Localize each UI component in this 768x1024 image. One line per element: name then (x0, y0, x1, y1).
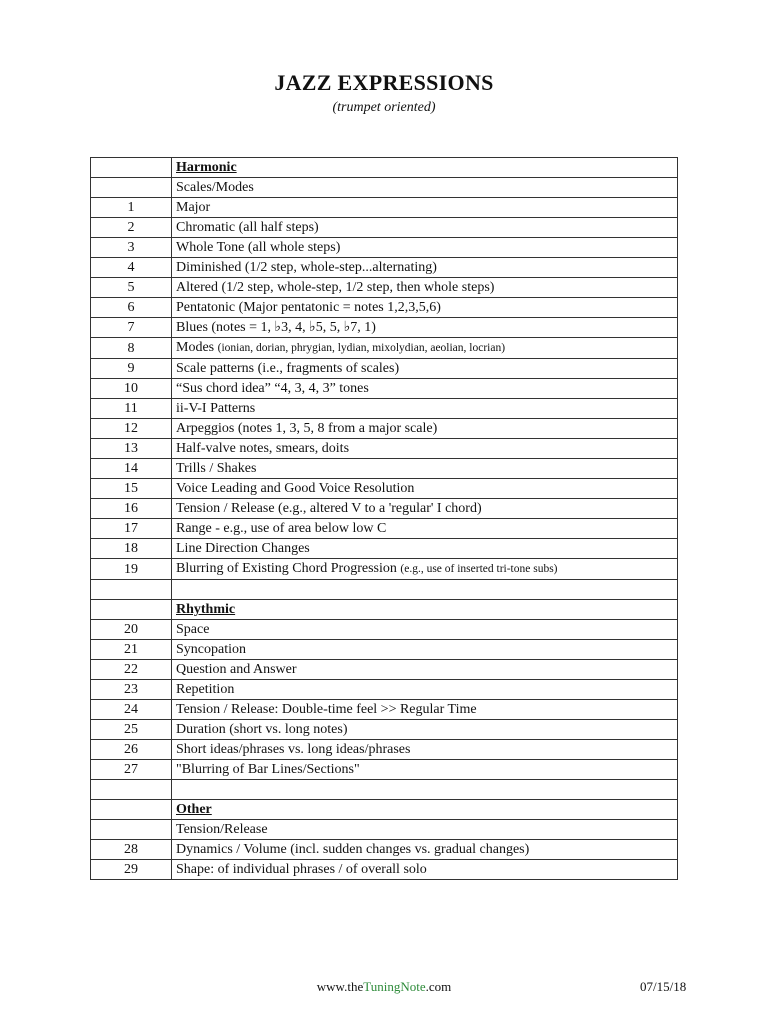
table-row (91, 278, 678, 298)
table-row (91, 700, 678, 720)
row-description (172, 860, 678, 880)
table-row (91, 459, 678, 479)
row-number: 6 (91, 298, 172, 318)
table-row (91, 439, 678, 459)
row-description (172, 298, 678, 318)
row-text: Pentatonic (Major pentatonic = notes 1,2,3,5,6) (176, 300, 441, 315)
row-number (91, 820, 172, 840)
row-number: 17 (91, 519, 172, 539)
row-text: Shape: of individual phrases / of overall solo (176, 862, 427, 877)
table-row (91, 359, 678, 379)
table-row (91, 640, 678, 660)
row-description (172, 278, 678, 298)
row-description (172, 700, 678, 720)
row-number: 20 (91, 620, 172, 640)
table-row (91, 479, 678, 499)
row-description (172, 359, 678, 379)
table-row (91, 740, 678, 760)
table-row (91, 580, 678, 600)
row-text: Rhythmic (176, 602, 236, 617)
table-row (91, 860, 678, 880)
row-description (172, 198, 678, 218)
row-text: Tension / Release: Double-time feel >> Regular Time (176, 702, 477, 717)
row-number: 18 (91, 539, 172, 559)
row-number: 21 (91, 640, 172, 660)
table-row (91, 539, 678, 559)
table-row (91, 840, 678, 860)
section-heading (172, 158, 678, 178)
row-description (172, 399, 678, 419)
row-text: Short ideas/phrases vs. long ideas/phrases (176, 742, 411, 757)
table-row (91, 499, 678, 519)
page-title: JAZZ EXPRESSIONS (274, 70, 494, 95)
row-text: ii-V-I Patterns (176, 401, 256, 416)
row-number: 24 (91, 700, 172, 720)
row-number: 25 (91, 720, 172, 740)
row-description (172, 740, 678, 760)
row-text: Trills / Shakes (176, 461, 257, 476)
row-text: Dynamics / Volume (incl. sudden changes vs. gradual changes) (176, 842, 530, 857)
row-description (172, 580, 678, 600)
row-number: 10 (91, 379, 172, 399)
footer-url-suffix: .com (425, 979, 452, 994)
row-text: Scales/Modes (176, 180, 254, 195)
row-text: Space (176, 622, 210, 637)
row-description (172, 720, 678, 740)
table-row (91, 820, 678, 840)
row-number: 4 (91, 258, 172, 278)
row-description (172, 559, 678, 580)
row-text: Arpeggios (notes 1, 3, 5, 8 from a major scale) (176, 421, 438, 436)
row-number (91, 158, 172, 178)
row-number (91, 178, 172, 198)
row-number: 23 (91, 680, 172, 700)
row-text: Modes (176, 340, 218, 355)
table-row (91, 680, 678, 700)
table-row (91, 218, 678, 238)
row-description (172, 439, 678, 459)
row-description (172, 318, 678, 338)
row-description (172, 640, 678, 660)
row-description (172, 760, 678, 780)
row-number: 15 (91, 479, 172, 499)
table-row (91, 238, 678, 258)
row-note: (ionian, dorian, phrygian, lydian, mixolydian, aeolian, locrian) (217, 342, 506, 354)
table-row (91, 419, 678, 439)
row-number: 14 (91, 459, 172, 479)
row-description (172, 820, 678, 840)
section-heading (172, 800, 678, 820)
row-number: 8 (91, 338, 172, 359)
row-text: Other (176, 802, 212, 817)
row-text: Duration (short vs. long notes) (176, 722, 348, 737)
row-description (172, 620, 678, 640)
table-row (91, 800, 678, 820)
row-text: Blurring of Existing Chord Progression (176, 561, 401, 576)
table-row (91, 318, 678, 338)
row-number: 7 (91, 318, 172, 338)
row-description (172, 258, 678, 278)
row-number: 13 (91, 439, 172, 459)
table-row (91, 660, 678, 680)
row-number: 19 (91, 559, 172, 580)
row-description (172, 459, 678, 479)
table-row (91, 158, 678, 178)
row-description (172, 238, 678, 258)
footer-url-prefix: www.the (316, 979, 364, 994)
row-text: Harmonic (176, 160, 237, 175)
row-text: Range - e.g., use of area below low C (176, 521, 387, 536)
row-number: 12 (91, 419, 172, 439)
table-row (91, 379, 678, 399)
row-description (172, 660, 678, 680)
row-number (91, 780, 172, 800)
row-text: Chromatic (all half steps) (176, 220, 319, 235)
row-text: “Sus chord idea” “4, 3, 4, 3” tones (176, 381, 369, 396)
row-number: 26 (91, 740, 172, 760)
table-row (91, 178, 678, 198)
row-number: 9 (91, 359, 172, 379)
row-number: 11 (91, 399, 172, 419)
row-note: (e.g., use of inserted tri-tone subs) (400, 563, 558, 575)
row-text: Voice Leading and Good Voice Resolution (176, 481, 415, 496)
row-description (172, 840, 678, 860)
row-description (172, 338, 678, 359)
row-description (172, 379, 678, 399)
row-text: Repetition (176, 682, 235, 697)
table-row (91, 338, 678, 359)
table-row (91, 780, 678, 800)
row-description (172, 539, 678, 559)
row-text: Syncopation (176, 642, 246, 657)
table-body (91, 158, 678, 880)
row-number (91, 580, 172, 600)
row-description (172, 680, 678, 700)
row-number: 27 (91, 760, 172, 780)
row-text: Altered (1/2 step, whole-step, 1/2 step, then whole steps) (176, 280, 495, 295)
table-row (91, 720, 678, 740)
row-description (172, 519, 678, 539)
table-row (91, 600, 678, 620)
row-description (172, 479, 678, 499)
row-text: Tension / Release (e.g., altered V to a 'regular' I chord) (176, 501, 482, 516)
footer-date: 07/15/18 (640, 979, 687, 994)
row-number: 2 (91, 218, 172, 238)
table-row (91, 198, 678, 218)
row-number: 22 (91, 660, 172, 680)
table-row (91, 760, 678, 780)
footer-url-brand: TuningNote (363, 979, 426, 994)
row-text: Tension/Release (176, 822, 268, 837)
row-text: Scale patterns (i.e., fragments of scales) (176, 361, 400, 376)
row-number: 5 (91, 278, 172, 298)
table-row (91, 258, 678, 278)
row-number: 28 (91, 840, 172, 860)
row-text: Diminished (1/2 step, whole-step...alternating) (176, 260, 437, 275)
section-heading (172, 600, 678, 620)
row-text: Major (176, 200, 211, 215)
row-number (91, 800, 172, 820)
table-row (91, 399, 678, 419)
row-description (172, 780, 678, 800)
row-number (91, 600, 172, 620)
row-description (172, 499, 678, 519)
row-text: Question and Answer (176, 662, 297, 677)
row-number: 29 (91, 860, 172, 880)
row-number: 16 (91, 499, 172, 519)
page-subtitle: (trumpet oriented) (332, 100, 436, 115)
row-text: Blues (notes = 1, ♭3, 4, ♭5, 5, ♭7, 1) (176, 320, 376, 335)
row-number: 1 (91, 198, 172, 218)
table-row (91, 298, 678, 318)
row-text: Half-valve notes, smears, doits (176, 441, 350, 456)
row-description (172, 218, 678, 238)
row-text: Whole Tone (all whole steps) (176, 240, 341, 255)
row-description (172, 178, 678, 198)
row-text: Line Direction Changes (176, 541, 310, 556)
row-text: "Blurring of Bar Lines/Sections" (176, 762, 360, 777)
table-row (91, 519, 678, 539)
expressions-table (90, 157, 678, 880)
table-row (91, 620, 678, 640)
row-description (172, 419, 678, 439)
table-row (91, 559, 678, 580)
row-number: 3 (91, 238, 172, 258)
